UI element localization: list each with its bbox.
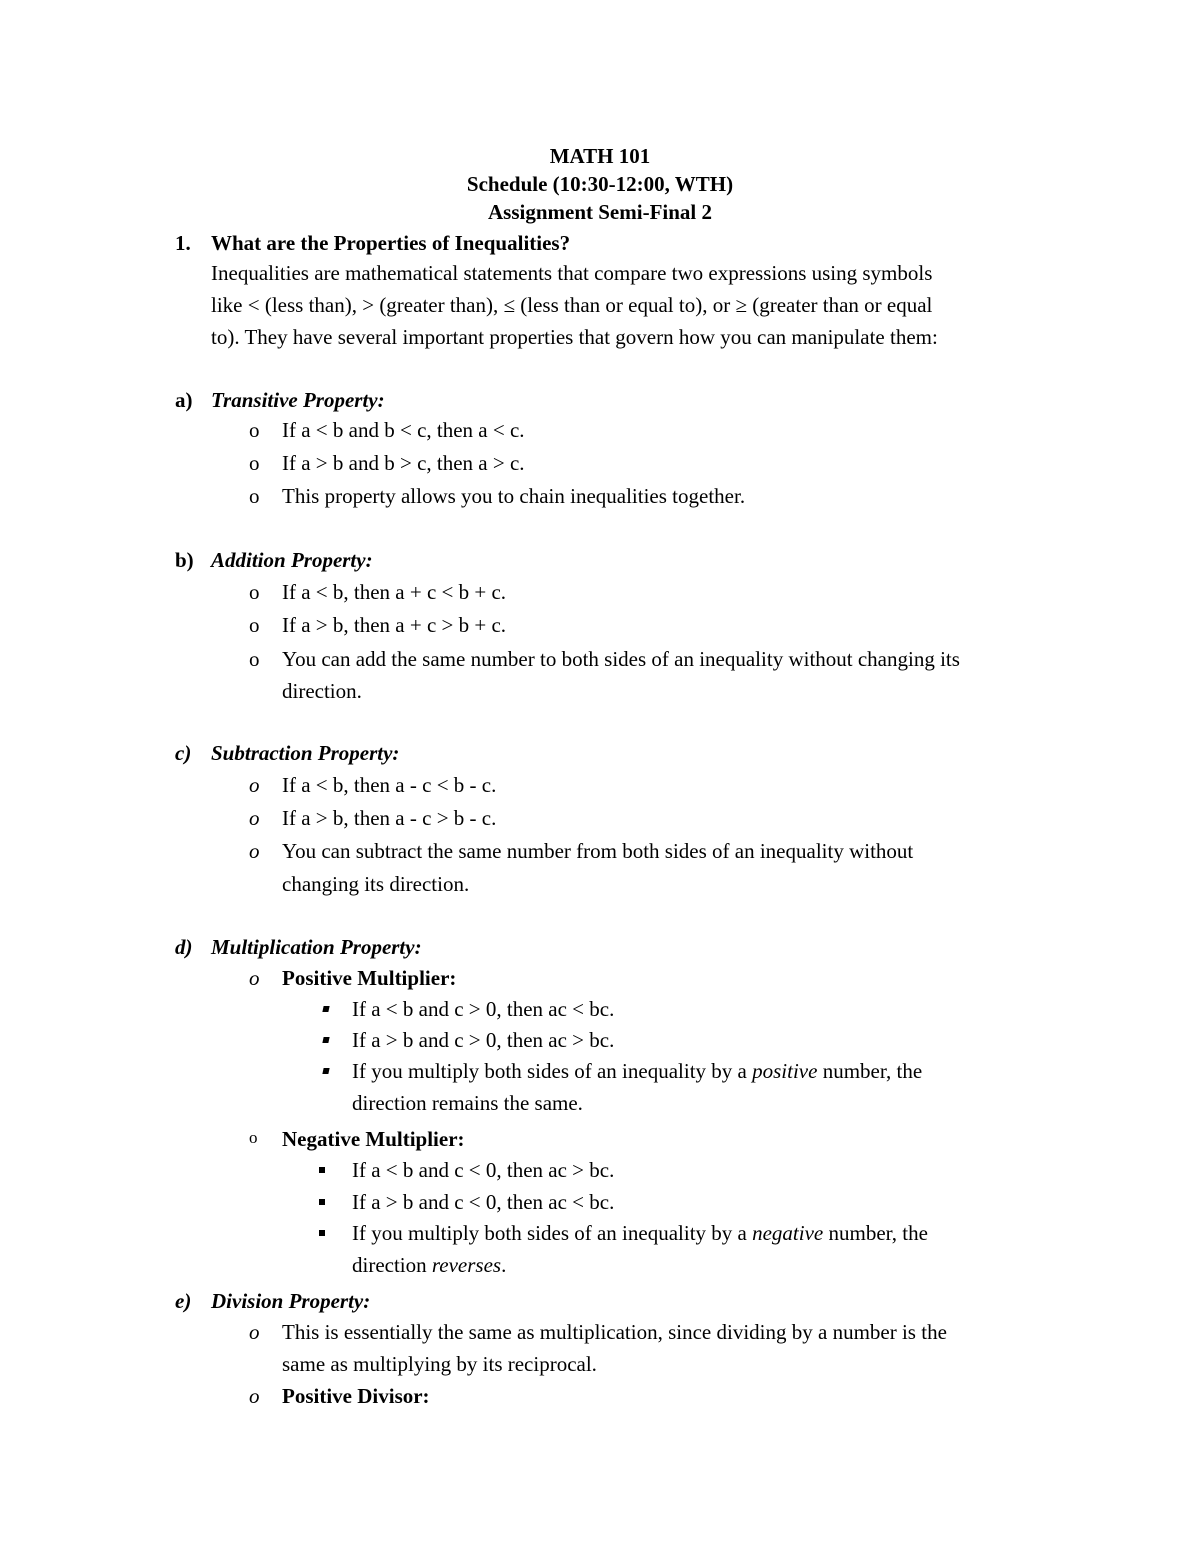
rule-text-emphasis: negative xyxy=(752,1221,824,1245)
negative-multiplier-title: Negative Multiplier: xyxy=(282,1127,465,1151)
section-b-label: b) xyxy=(175,548,194,572)
section-b-item-3-cont: direction. xyxy=(282,679,362,703)
bullet-o-italic-icon: o xyxy=(249,966,260,990)
section-d-label: d) xyxy=(175,935,193,959)
rule-text-pre: If you multiply both sides of an inequality by a xyxy=(352,1221,753,1245)
bullet-o-icon: o xyxy=(249,613,260,637)
negative-multiplier-rule-cont xyxy=(352,1253,506,1278)
bullet-o-italic-icon: o xyxy=(249,1384,260,1408)
square-bullet-icon xyxy=(322,1037,329,1043)
section-c-item-3: You can subtract the same number from both sides of an inequality without xyxy=(282,839,914,863)
section-b-item-1: If a < b, then a + c < b + c. xyxy=(282,580,507,604)
negative-multiplier-rule xyxy=(352,1221,928,1246)
positive-divisor-title: Positive Divisor: xyxy=(282,1384,430,1408)
section-c-item-1: If a < b, then a - c < b - c. xyxy=(282,773,497,797)
positive-multiplier-rule-cont: direction remains the same. xyxy=(352,1091,583,1115)
bullet-o-icon: o xyxy=(249,484,260,508)
rule-text-post: number, the xyxy=(817,1059,923,1083)
section-a-item-3: This property allows you to chain inequalities together. xyxy=(282,484,746,508)
question-number: 1. xyxy=(175,231,191,255)
intro-line-2: like < (less than), > (greater than), ≤ (less than or equal to), or ≥ (greater than or equal xyxy=(211,293,933,317)
square-bullet-icon xyxy=(319,1199,325,1205)
section-a-title: Transitive Property: xyxy=(211,388,385,412)
square-bullet-icon xyxy=(322,1006,329,1012)
schedule-line: Schedule (10:30-12:00, WTH) xyxy=(466,172,734,196)
bullet-o-icon: o xyxy=(249,1128,258,1147)
assignment-title: Assignment Semi-Final 2 xyxy=(487,200,712,224)
bullet-o-italic-icon: o xyxy=(249,1320,260,1344)
rule-cont-emphasis: reverses xyxy=(431,1253,502,1277)
positive-multiplier-item-2: If a > b and c > 0, then ac > bc. xyxy=(352,1028,615,1052)
rule-text-emphasis: positive xyxy=(752,1059,818,1083)
section-c-item-3-cont: changing its direction. xyxy=(282,872,470,896)
section-a-item-2: If a > b and b > c, then a > c. xyxy=(282,451,525,475)
positive-multiplier-rule xyxy=(352,1059,922,1084)
question-title: What are the Properties of Inequalities? xyxy=(211,231,571,255)
section-c-item-2: If a > b, then a - c > b - c. xyxy=(282,806,497,830)
rule-cont-pre: direction xyxy=(352,1253,432,1277)
negative-multiplier-item-2: If a > b and c < 0, then ac < bc. xyxy=(352,1190,615,1214)
section-e-label: e) xyxy=(175,1289,192,1313)
section-a-item-1: If a < b and b < c, then a < c. xyxy=(282,418,525,442)
rule-cont-post: . xyxy=(501,1253,507,1277)
section-b-title: Addition Property: xyxy=(211,548,373,572)
positive-multiplier-title: Positive Multiplier: xyxy=(282,966,457,990)
section-c-title: Subtraction Property: xyxy=(211,741,400,765)
square-bullet-icon xyxy=(319,1167,325,1173)
section-b-item-2: If a > b, then a + c > b + c. xyxy=(282,613,507,637)
negative-multiplier-item-1: If a < b and c < 0, then ac > bc. xyxy=(352,1158,615,1182)
bullet-o-italic-icon: o xyxy=(249,806,260,830)
section-e-item-1-cont: same as multiplying by its reciprocal. xyxy=(282,1352,597,1376)
section-d-title: Multiplication Property: xyxy=(211,935,422,959)
square-bullet-icon xyxy=(319,1230,325,1236)
bullet-o-icon: o xyxy=(249,580,260,604)
section-e-title: Division Property: xyxy=(211,1289,371,1313)
section-b-item-3: You can add the same number to both sides of an inequality without changing its xyxy=(282,647,960,671)
square-bullet-icon xyxy=(322,1068,329,1074)
rule-text-pre: If you multiply both sides of an inequality by a xyxy=(352,1059,753,1083)
bullet-o-icon: o xyxy=(249,451,260,475)
bullet-o-italic-icon: o xyxy=(249,839,260,863)
positive-multiplier-item-1: If a < b and c > 0, then ac < bc. xyxy=(352,997,615,1021)
section-e-item-1: This is essentially the same as multiplication, since dividing by a number is the xyxy=(282,1320,947,1344)
rule-text-post: number, the xyxy=(823,1221,928,1245)
section-c-label: c) xyxy=(175,741,192,765)
bullet-o-italic-icon: o xyxy=(249,773,260,797)
course-title: MATH 101 xyxy=(549,144,651,168)
section-a-label: a) xyxy=(175,388,193,412)
bullet-o-icon: o xyxy=(249,647,260,671)
intro-line-1: Inequalities are mathematical statements that compare two expressions using symbols xyxy=(211,261,933,285)
bullet-o-icon: o xyxy=(249,418,260,442)
intro-line-3: to). They have several important properties that govern how you can manipulate them: xyxy=(211,325,938,349)
